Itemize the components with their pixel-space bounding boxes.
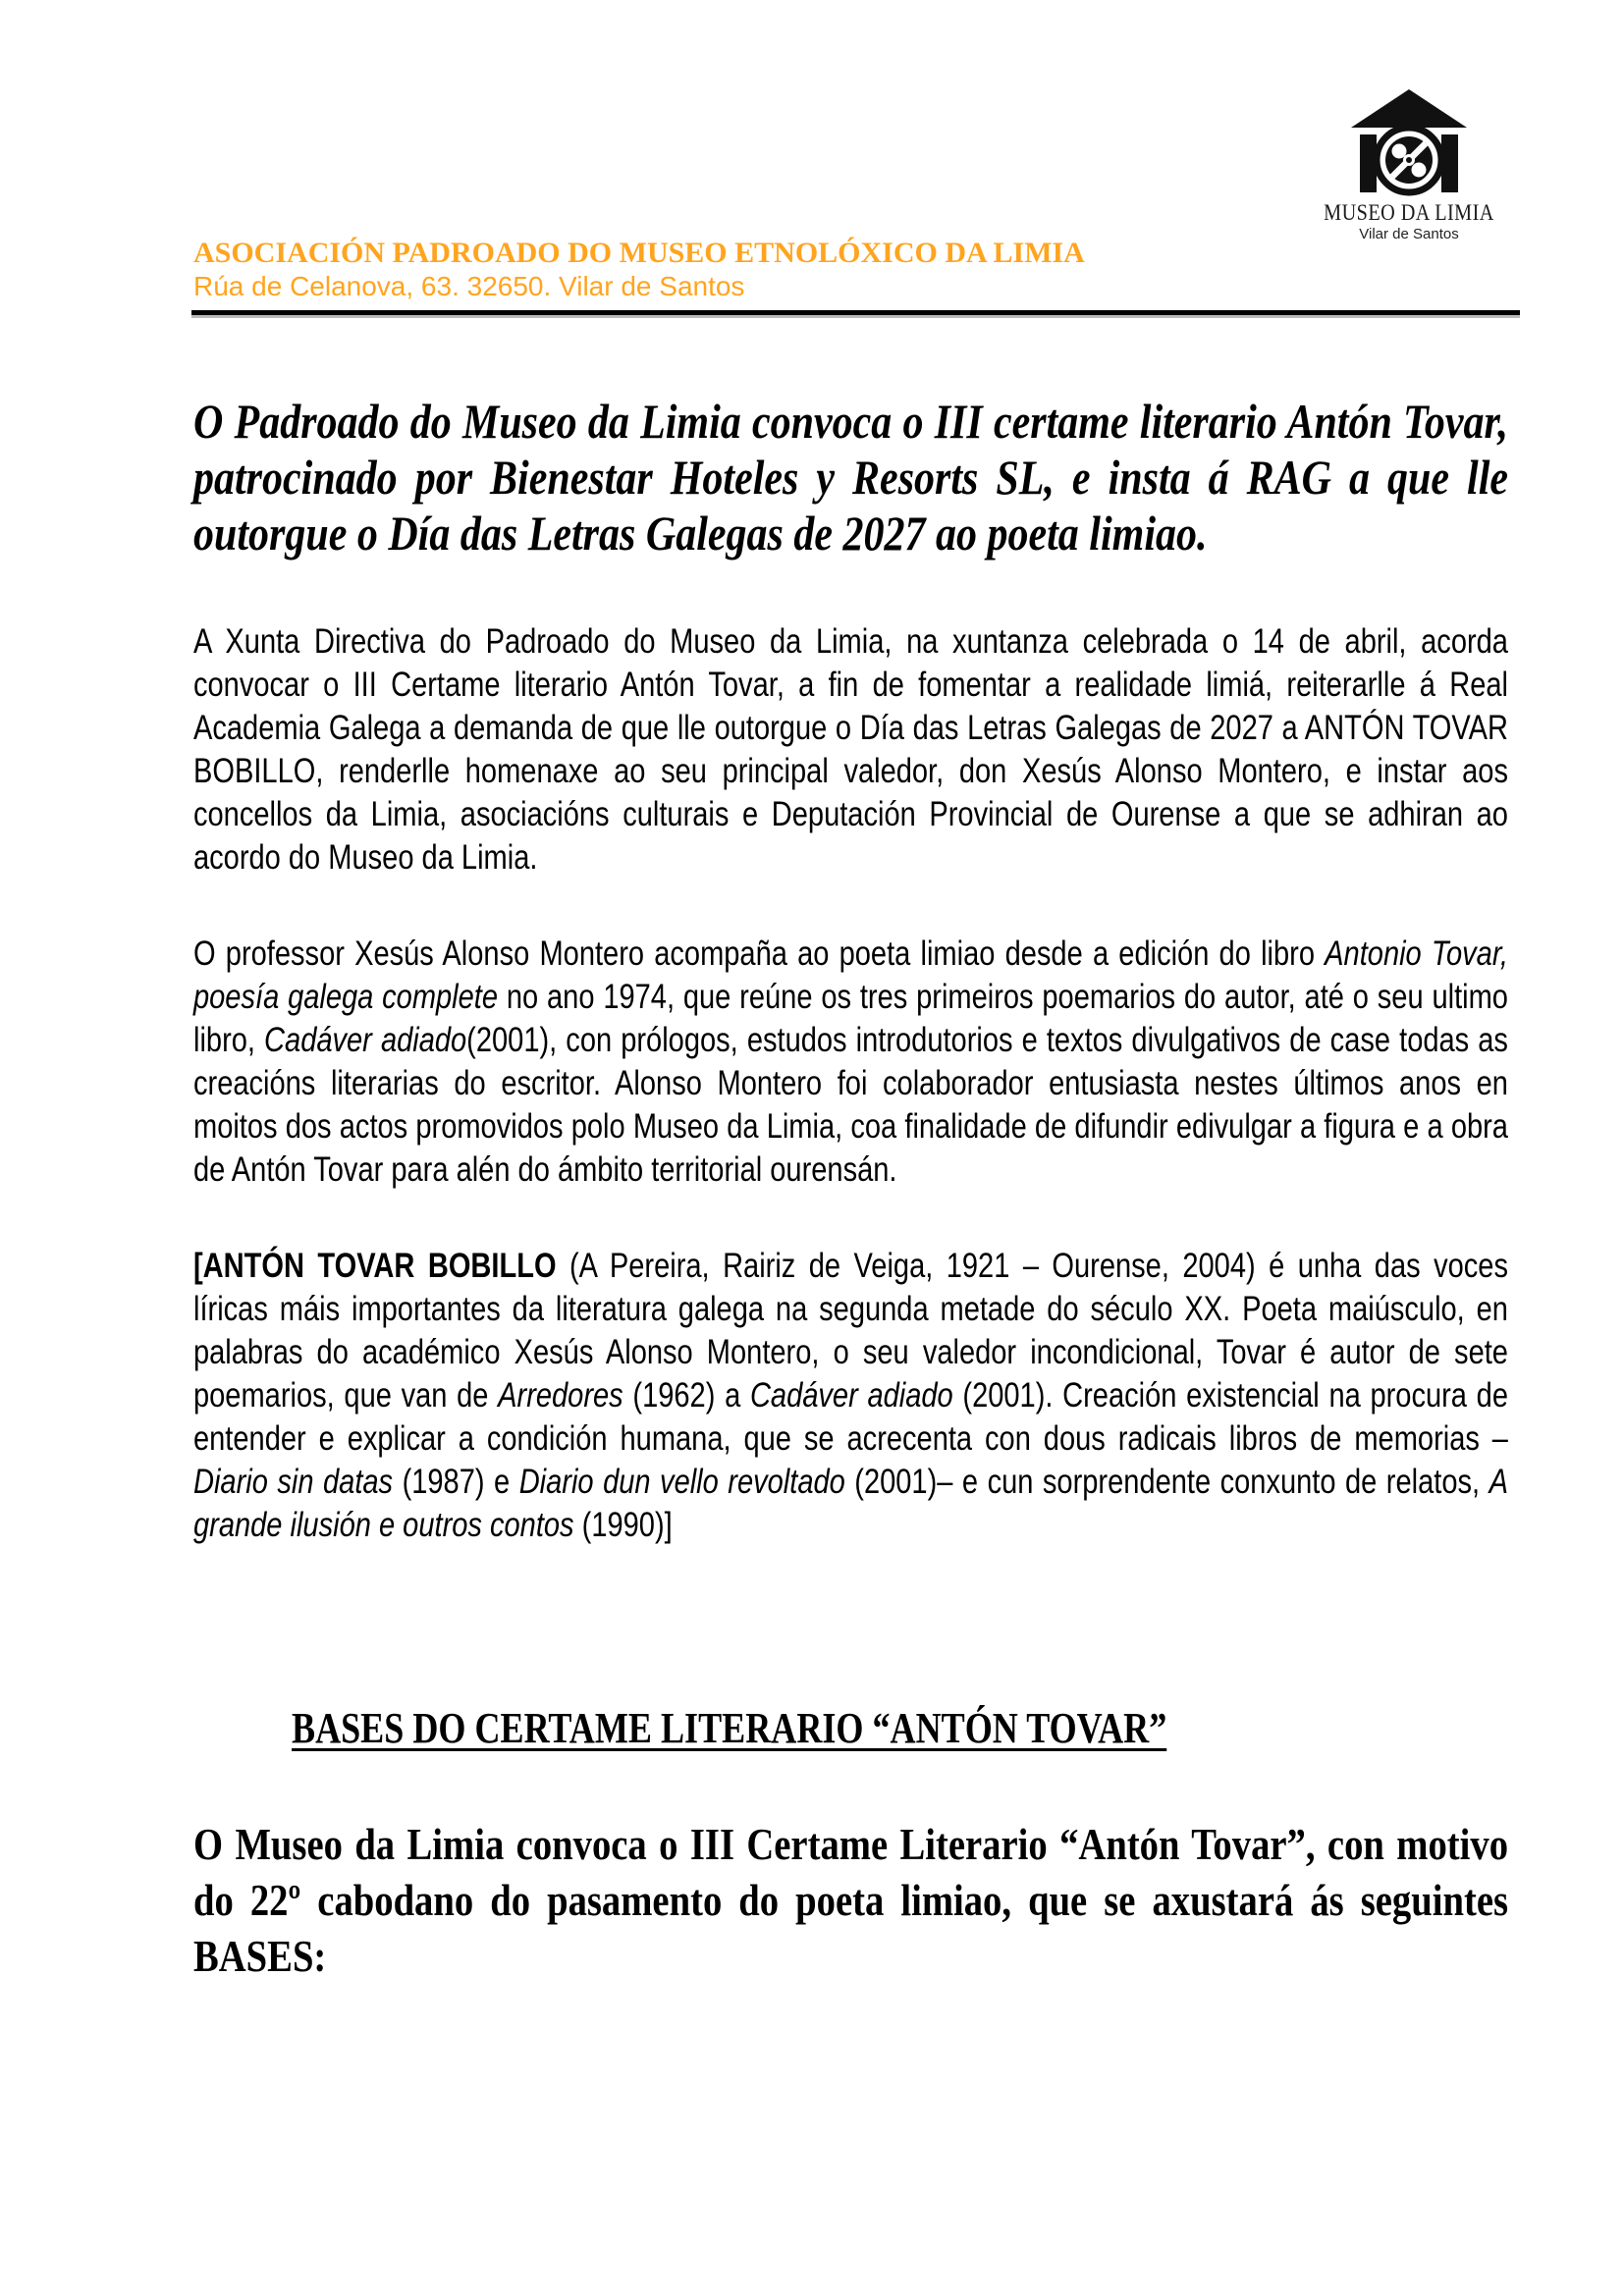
intro-paragraph: A Xunta Directiva do Padroado do Museo da Limia, na xuntanza celebrada o 14 de abril, acorda convocar o III Certame literario Antón Tovar, a fin de fomentar a realidade limiá, reiterarlle á Real Academia Galega a demanda de que lle outorgue o Día das Letras Galegas de 2027 a ANTÓN TOVAR BOBILLO, renderlle homenaxe ao seu principal valedor, don Xesús Alonso Montero, e instar aos concellos da Limia, asociacións culturais e Deputación Provincial de Ourense a que se adhiran ao acordo do Museo da Limia.	[193, 622, 1508, 877]
org-name: ASOCIACIÓN PADROADO DO MUSEO ETNOLÓXICO DA LIMIA	[193, 237, 1085, 269]
bases-heading: BASES DO CERTAME LITERARIO “ANTÓN TOVAR”	[292, 1704, 1167, 1752]
page-content	[193, 0, 1508, 1984]
letterhead	[193, 236, 1508, 315]
montero-paragraph: O professor Xesús Alonso Montero acompaña ao poeta limiao desde a edición do libro Antonio Tovar, poesía galega complete no ano 1974, que reúne os tres primeiros poemarios do autor, até o seu ultimo libro, Cadáver adiado(2001), con prólogos, estudos introdutorios e textos divulgativos de case todas as creacións literarias do escritor. Alonso Montero foi colaborador entusiasta nestes últimos anos en moitos dos actos promovidos polo Museo da Limia, coa finalidade de difundir edivulgar a figura e a obra de Antón Tovar para alén do ámbito territorial ourensán.	[193, 934, 1508, 1189]
closing-paragraph: O Museo da Limia convoca o III Certame Literario “Antón Tovar”, con motivo do 22º cabodano do pasamento do poeta limiao, que se axustará ás seguintes BASES:	[193, 1819, 1509, 1981]
logo-title: MUSEO DA LIMIA	[1324, 200, 1494, 225]
bio-paragraph: [ANTÓN TOVAR BOBILLO (A Pereira, Rairiz de Veiga, 1921 – Ourense, 2004) é unha das voces líricas máis importantes da literatura galega na segunda metade do século XX. Poeta maiúsculo, en palabras do académico Xesús Alonso Montero, o seu valedor incondicional, Tovar é autor de sete poemarios, que van de Arredores (1962) a Cadáver adiado (2001). Creación existencial na procura de entender e explicar a condición humana, que se acrecenta con dous radicais libros de memorias –Diario sin datas (1987) e Diario dun vello revoltado (2001)– e cun sorprendente conxunto de relatos, A grande ilusión e outros contos (1990)]	[193, 1247, 1508, 1544]
logo-subtitle: Vilar de Santos	[1359, 226, 1459, 242]
letterhead-divider	[191, 310, 1520, 315]
org-address: Rúa de Celanova, 63. 32650. Vilar de Santos	[193, 271, 745, 301]
document-title: O Padroado do Museo da Limia convoca o III certame literario Antón Tovar, patrocinado por Bienestar Hoteles y Resorts SL, e insta á RAG a que lle outorgue o Día das Letras Galegas de 2027 ao poeta limiao.	[193, 394, 1509, 561]
